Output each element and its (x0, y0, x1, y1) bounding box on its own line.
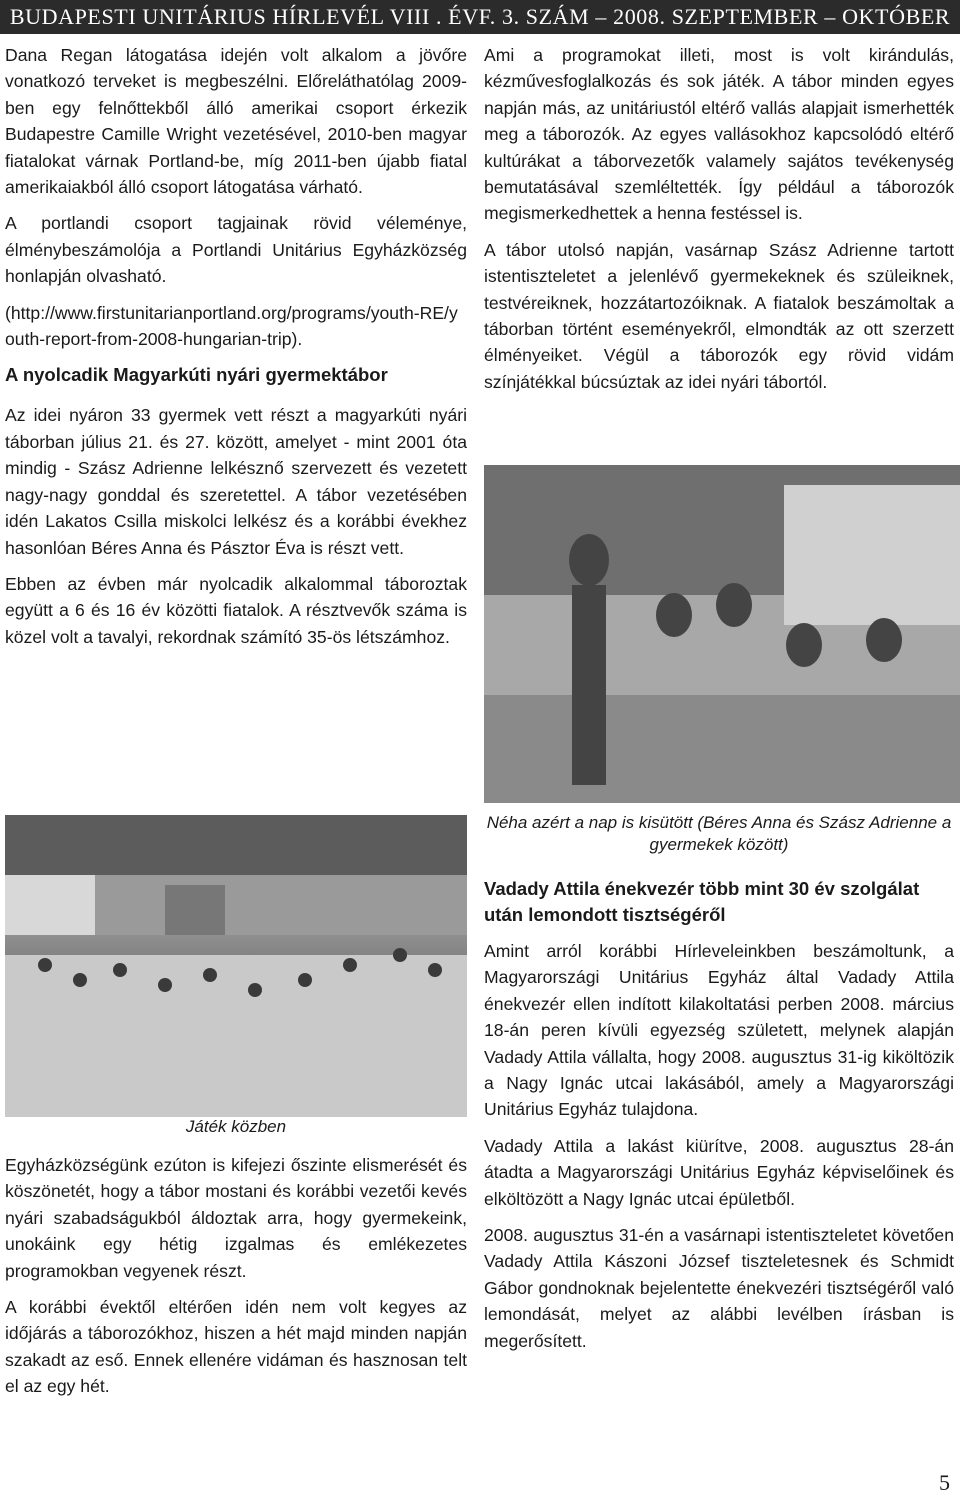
paragraph-portland-report: A portlandi csoport tagjainak rövid véleménye, élménybeszámolója a Portlandi Unitárius Egyházközség honlapján olvasható. (5, 213, 467, 287)
photo-camp-leaders-with-children (484, 465, 960, 803)
article-heading-cantor-resignation: Vadady Attila énekvezér több mint 30 év szolgálat után lemondott tisztségéről (484, 878, 920, 925)
paragraph-last-day: A tábor utolsó napján, vasárnap Szász Adrienne tartott istentiszteletet a jelenlévő gyermekeknek és szüleiknek, testvéreiknek, hozzátartozóiknak. A fiatalok beszámoltak a táborban történt eseményekről, elmondták az ott szerzett élményeiket. Végül a táborozók egy rövid vidám színjátékkal búcsúztak az idei nyári tábortól. (484, 239, 954, 392)
left-column-bottom (5, 1152, 467, 1410)
photo-caption-leaders: Néha azért a nap is kisütött (Béres Anna és Szász Adrienne a gyermekek között) (486, 813, 952, 854)
photo-caption-playing-game: Játék közben (185, 1117, 287, 1136)
right-column (484, 42, 954, 405)
paragraph-resignation: 2008. augusztus 31-én a vasárnapi istentiszteletet követően Vadady Attila Kászoni József tiszteletesnek és Schmidt Gábor gondnoknak bejelentette énekvezéri tisztségéről való lemondását, melyet az alábbi levélben írásban is megerősített. (484, 1225, 954, 1351)
camp-leaders-scene (484, 465, 960, 803)
right-column-bottom (484, 876, 954, 1364)
page-number: 5 (939, 1470, 950, 1495)
paragraph-camp-participants: Az idei nyáron 33 gyermek vett részt a magyarkúti nyári táborban július 21. és 27. között, amelyet - mint 2001 óta mindig - Szász Adrienne lelkésznő szervezett és vezetett nagy-nagy gonddal és szeretettel. A tábor vezetésében idén Lakatos Csilla miskolci lelkész és a korábbi évekhez hasonlóan Béres Anna és Pásztor Éva is részt vett. (5, 405, 467, 558)
camp-game-scene (5, 815, 467, 1117)
paragraph-dana-regan-visit: Dana Regan látogatása idején volt alkalom a jövőre vonatkozó terveket is megbeszélni. Előreláthatólag 2009-ben egy felnőttekből álló amerikai csoport érkezik Budapestre Camille Wright vezetésével, 2010-ben magyar fiatalokat várnak Portland-be, míg 2011-ben újabb fiatal amerikaiakból álló csoport látogatása várható. (5, 45, 467, 198)
paragraph-apartment-handover: Vadady Attila a lakást kiürítve, 2008. augusztus 28-án átadta a Magyarországi Unitárius Egyház képviselőinek és elköltözött a Nagy Ignác utcai épületből. (484, 1135, 954, 1209)
paragraph-eviction-settlement: Amint arról korábbi Hírleveleinkben beszámoltunk, a Magyarországi Unitárius Egyház által Vadady Attila énekvezér ellen indított kilakoltatási perben 2008. március 18-án peren kívüli egyezség született, melynek alapján Vadady Attila vállalta, hogy 2008. augusztus 31-ig kiköltözik a Nagy Ignác utcai lakásából, amely a Magyarországi Unitárius Egyház tulajdona. (484, 941, 954, 1120)
left-column (5, 42, 467, 660)
paragraph-weather: A korábbi évektől eltérően idén nem volt kegyes az időjárás a táborozókhoz, hiszen a hét majd minden napján szakadt az eső. Ennek ellenére vidáman és hasznosan telt el az egy hét. (5, 1297, 467, 1397)
article-heading-summer-camp: A nyolcadik Magyarkúti nyári gyermektábor (5, 364, 388, 386)
photo-playing-game (5, 815, 467, 1117)
paragraph-programs: Ami a programokat illeti, most is volt kirándulás, kézművesfoglalkozás és sok játék. A tábor minden egyes napján más, az unitáriustól eltérő vallás alapjait ismerhették meg a táborozók. Az egyes vallásokhoz kapcsolódó eltérő kultúrákat a táborvezetők valamely sajátos tevékenység bemutatásával szemléltették. Így például a táborozók megismerkedhettek a henna festéssel is. (484, 45, 954, 224)
paragraph-eighth-camp: Ebben az évben már nyolcadik alkalommal táboroztak együtt a 6 és 16 év közötti fiatalok. A résztvevők száma is közel volt a tavalyi, rekordnak számító 35-ös létszámhoz. (5, 573, 467, 647)
report-url: (http://www.firstunitarianportland.org/programs/youth-RE/youth-report-from-2008-hungarian-trip). (5, 302, 458, 350)
paragraph-thanks: Egyházközségünk ezúton is kifejezi őszinte elismerését és köszönetét, hogy a tábor mostani és korábbi vezetői kevés nyári szabadságukból áldoztak arra, hogy gyermekeink, unokáink egy hétig izgalmas és emlékezetes programokban vegyenek részt. (5, 1155, 467, 1281)
newsletter-header: BUDAPESTI UNITÁRIUS HÍRLEVÉL VIII . ÉVF. 3. SZÁM – 2008. SZEPTEMBER – OKTÓBER (0, 0, 960, 34)
